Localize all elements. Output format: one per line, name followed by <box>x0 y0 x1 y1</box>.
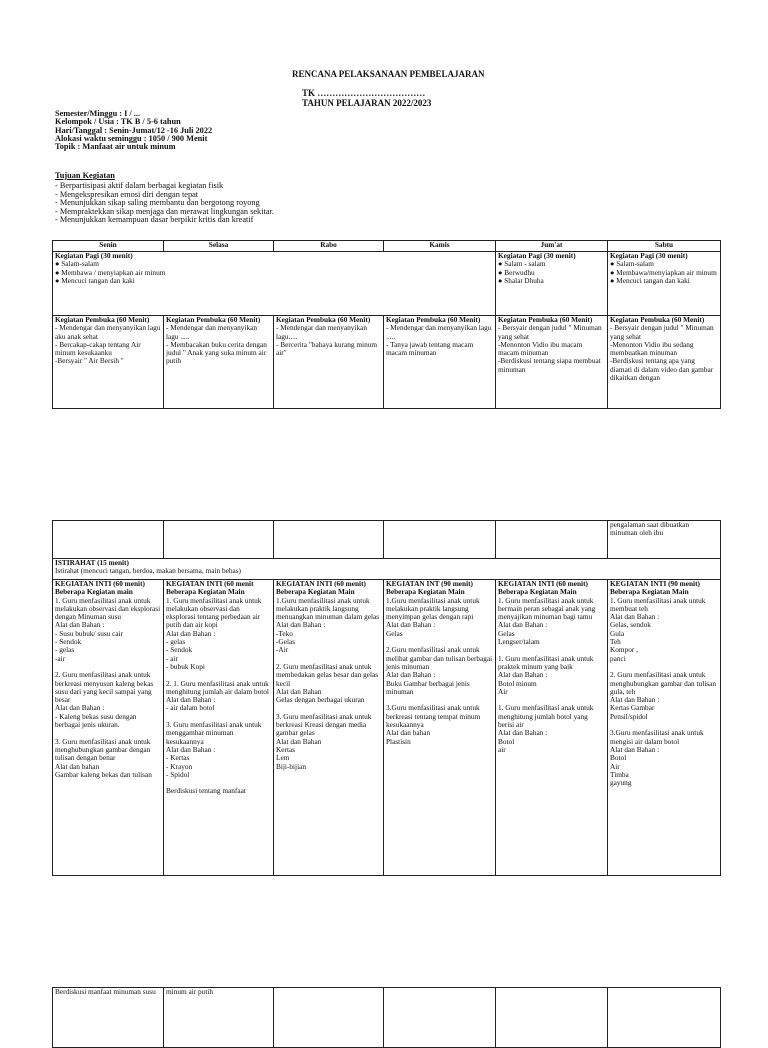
day-header: Sabtu <box>608 241 721 252</box>
day-header: Rabo <box>274 241 384 252</box>
inti-line: Alat dan Bahan : <box>166 628 216 638</box>
inti-title: KEGIATAN INTI (60 menit) <box>498 579 588 588</box>
pembuka-line: -Menonton Vidio ibu macam macam minuman <box>498 339 583 358</box>
inti-line: Botol minum <box>498 678 537 688</box>
inti-cell-kamis <box>384 580 496 876</box>
pagi-item: ● Shalat Dhuha <box>498 275 544 285</box>
pembuka-title: Kegiatan Pembuka (60 Menit) <box>55 315 150 324</box>
pembuka-line: - Bercerita "bahaya kurang minum air" <box>276 339 378 358</box>
inti-subtitle: Beberapa Kegiatan Main <box>166 587 245 597</box>
meta-date: Hari/Tanggal : Senin-Jumat/12 -16 Juli 2022 <box>55 125 213 135</box>
day-header: Senin <box>53 241 164 252</box>
inti-line: Biji-bijian <box>276 761 306 771</box>
goal-item: - Menunjukkan sikap saling membantu dan bergotong royong <box>55 198 260 208</box>
inti-line: Kertas <box>276 744 296 754</box>
inti-line: Plastisin <box>386 736 411 746</box>
pembuka-title: Kegiatan Pembuka (60 Menit) <box>386 315 481 324</box>
inti-line: - air dalam botol <box>166 703 215 713</box>
pagi-item: ● Mencuci tangan dan kaki <box>610 275 690 285</box>
pembuka-row <box>53 316 721 409</box>
inti-line: Alat dan Bahan : <box>498 670 548 680</box>
inti-line: Alat dan Bahan : <box>55 703 105 713</box>
inti-line: - Susu bubuk/ susu cair <box>55 628 124 638</box>
inti-line: Gelas, sendok <box>610 620 651 630</box>
inti-line: Botol <box>610 753 627 763</box>
pembuka-line: -Berdiskusi tentang siapa membuat minuman <box>498 356 601 374</box>
pagi-item: ● Salam-salam <box>55 259 99 269</box>
cont-cell <box>164 521 274 559</box>
bottom-cell <box>384 988 496 1048</box>
inti-line: 2. 1. Guru menfasilitasi anak untuk menghitung jumlah air dalam botol <box>166 678 269 696</box>
pagi-row <box>53 252 721 316</box>
pembuka-cell-senin <box>53 316 164 409</box>
inti-line: - Kertas <box>166 753 190 763</box>
istirahat-text: Istirahat (mencuci tangan, berdoa, makan bersama, main bebas) <box>55 566 241 576</box>
inti-line: Lengser/talam <box>498 637 540 647</box>
inti-line: Alat dan Bahan : <box>166 744 216 754</box>
inti-title: KEGIATAN INTI (60 menit <box>166 579 254 588</box>
inti-line: -Air <box>276 645 289 655</box>
inti-line: Buku Gambar berbagai jenis minuman <box>386 678 470 696</box>
inti-line: Lem <box>276 753 290 763</box>
inti-line: 3.Guru menfasilitasi anak untuk berkreasi tentang tempat minum kesukaannya <box>386 703 481 730</box>
istirahat-row <box>53 559 721 580</box>
meta-group: Kelompok / Usia : TK B / 5-6 tahun <box>55 117 181 127</box>
inti-line: Teh <box>610 637 621 647</box>
continuation-row <box>53 521 721 559</box>
inti-line: 1. Guru menfasilitasi anak untuk melakukan observasi dan eksplorasi tentang perbedaan air putih dan air kopi <box>166 595 262 630</box>
pembuka-cell-jumat <box>496 316 608 409</box>
inti-line: Botol <box>498 736 515 746</box>
pagi-title: Kegiatan Pagi (30 menit) <box>498 251 576 260</box>
inti-line: 2. Guru menfasilitasi anak untuk membedakan gelas besar dan gelas kecil <box>276 661 379 688</box>
cont-cell <box>274 521 384 559</box>
goals-block <box>55 172 274 224</box>
pembuka-title: Kegiatan Pembuka (60 Menit) <box>276 315 371 324</box>
pembuka-title: Kegiatan Pembuka (60 Menit) <box>498 315 593 324</box>
inti-line: 2. Guru menfasilitasi anak untuk menghubungkan gambar dan tulisan gula, teh <box>610 670 716 696</box>
goal-item: - Mempraktekkan sikap menjaga dan merawat lingkungan sekitar. <box>55 206 274 216</box>
pembuka-line: -Bersyair " Air Bersih " <box>55 356 124 366</box>
cont-cell-sabtu: pengalaman saat dibuatkan minuman oleh ibu <box>608 521 721 559</box>
inti-line: - gelas <box>166 637 186 647</box>
inti-cell-jumat <box>496 580 608 876</box>
inti-line: Alat dan Bahan <box>276 736 322 746</box>
inti-line: Alat dan Bahan : <box>498 620 548 630</box>
inti-line: 3. Guru menfasilitasi anak untuk menghubungkan gambar dengan tulisan dengan benar <box>55 736 151 763</box>
inti-subtitle: Beberapa Kegiatan main <box>55 587 133 597</box>
inti-line: 2. Guru menfasilitasi anak untuk berkreasi menyusun kaleng bekas susu dari yang kecil sampai yang besar <box>55 670 154 705</box>
inti-line: -Teko <box>276 628 293 638</box>
school-name: TK ……………………………… <box>302 88 426 98</box>
istirahat-title: ISTIRAHAT (15 menit) <box>55 558 129 567</box>
day-header: Kamis <box>384 241 496 252</box>
inti-line: 2.Guru menfasilitasi anak untuk melihat gambar dan tulisan berbagai jenis minuman <box>386 645 493 671</box>
bottom-cell-selasa: minum air putih <box>164 988 274 1048</box>
pagi-item: ● Salam - salam <box>498 259 546 269</box>
inti-row <box>53 580 721 876</box>
cont-cell <box>384 521 496 559</box>
inti-line: Air <box>610 761 620 771</box>
pagi-item: ● Salam-salam <box>610 259 654 269</box>
schedule-table-top <box>52 240 721 409</box>
inti-line: 1. Guru menfasilitasi anak untuk menghitung jumlah botol yang berisi air <box>498 703 594 730</box>
inti-line: Gula <box>610 628 625 638</box>
pembuka-line: - Bersyair dengan judul " Minuman yang sehat <box>610 323 714 341</box>
schedule-table-bottom <box>52 987 721 1048</box>
pembuka-line: - Bersyair dengan judul " Minuman yang sehat <box>498 323 602 341</box>
pembuka-line: - Tanya jawab tentang macam macam minuman <box>386 339 474 358</box>
goals-heading: Tujuan Kegiatan <box>55 171 115 180</box>
inti-line: -Gelas <box>276 637 296 647</box>
inti-line: Alat dan Bahan : <box>610 695 660 705</box>
inti-line: Alat dan bahan <box>55 761 100 771</box>
inti-line: 3. Guru menfasilitasi anak untuk berkreasi Kreasi dengan media gambar gelas <box>276 711 372 738</box>
pembuka-line: - Mendengar dan menyanyikan lagu ..... <box>386 323 492 341</box>
pembuka-title: Kegiatan Pembuka (60 Menit) <box>610 315 705 324</box>
inti-title: KEGIATAN INTI (60 menit) <box>276 579 366 588</box>
inti-line: Alat dan Bahan : <box>610 744 660 754</box>
bottom-row <box>53 988 721 1048</box>
inti-line: Timba <box>610 769 629 779</box>
inti-line: Gelas dengan berbagai ukuran <box>276 695 365 705</box>
inti-subtitle: Beberapa Kegiatan Main <box>498 587 577 597</box>
pembuka-line: -Menonton Vidio ibu sedang membuatkan minuman <box>610 339 694 358</box>
inti-line: Gelas <box>498 628 515 638</box>
pagi-item: ● Berwudhu <box>498 267 535 277</box>
inti-title: KEGIATAN INT (90 menit) <box>386 579 473 588</box>
inti-subtitle: Beberapa Kegiatan Main <box>386 587 465 597</box>
pagi-item: ● Membawa / menyiapkan air minum <box>55 267 166 277</box>
inti-line: Gelas <box>386 628 403 638</box>
inti-line: Alat dan Bahan : <box>498 728 548 738</box>
meta-time: Alokasi waktu seminggu : 1050 / 900 Menit <box>55 133 208 143</box>
inti-line: - Krayon <box>166 761 193 771</box>
pembuka-line: - Mendengar dan menyanyikan lagu..... <box>276 323 367 341</box>
inti-line: - bubuk Kopi <box>166 661 205 671</box>
inti-line: Alat dan Bahan : <box>276 620 326 630</box>
inti-line: - Kaleng bekas susu dengan berbagai jenis ukuran. <box>55 711 137 730</box>
inti-cell-rabo <box>274 580 384 876</box>
day-header: Selasa <box>164 241 274 252</box>
inti-line: air <box>498 744 506 754</box>
inti-line: Alat dan bahan <box>386 728 431 738</box>
inti-line: 1. Guru menfasilitasi anak untuk bermain peran sebagai anak yang menyajikan minuman bagi tamu <box>498 595 596 622</box>
inti-cell-sabtu <box>608 580 721 876</box>
meta-topic: Topik : Manfaat air untuk minum <box>55 142 176 152</box>
inti-cell-senin <box>53 580 164 876</box>
pagi-item: ● Membawa/menyiapkan air minum <box>610 267 717 277</box>
inti-line: Alat dan Bahan : <box>386 670 436 680</box>
pembuka-line: - Mendengar dan menyanyikan lagu ..... <box>166 323 257 341</box>
inti-line: - Spidol <box>166 769 190 779</box>
goal-item: - Menunjukkan kemampuan dasar berpikir kritis dan kreatif <box>55 215 254 225</box>
cont-cell <box>496 521 608 559</box>
inti-subtitle: Beberapa Kegiatan Main <box>276 587 355 597</box>
meta-block <box>55 110 212 151</box>
academic-year: TAHUN PELAJARAN 2022/2023 <box>302 98 432 108</box>
inti-line: - air <box>166 653 178 663</box>
bottom-cell <box>608 988 721 1048</box>
goal-item: - Mengekspresikan emosi diri dengan tepat <box>55 189 199 199</box>
pagi-title: Kegiatan Pagi (30 menit) <box>55 251 133 260</box>
inti-line: - Sendok <box>55 637 82 647</box>
inti-line: Kompor , <box>610 645 638 655</box>
inti-line: Pensil/spidol <box>610 711 648 721</box>
pagi-cell-senin-kamis <box>53 252 496 316</box>
inti-line: gayung <box>610 778 632 788</box>
inti-line: - Sendok <box>166 645 193 655</box>
inti-line: 1.Guru menfasilitasi anak untuk melakukan praktik langsung menuangkan minuman dalam gelas <box>276 595 380 622</box>
pagi-cell-jumat <box>496 252 608 316</box>
pembuka-line: - Mendengar dan menyanyikan lagu aku anak sehat <box>55 323 161 341</box>
inti-line: Berdiskusi tentang manfaat <box>166 786 246 796</box>
inti-cell-selasa <box>164 580 274 876</box>
inti-line: Alat dan Bahan : <box>55 620 105 630</box>
inti-line: Alat dan Bahan : <box>166 695 216 705</box>
pembuka-cell-rabo <box>274 316 384 409</box>
document-title: RENCANA PELAKSANAAN PEMBELAJARAN <box>292 69 485 79</box>
cont-cell <box>53 521 164 559</box>
inti-subtitle: Beberapa Kegiatan Main <box>610 587 689 597</box>
bottom-cell <box>274 988 384 1048</box>
goal-item: - Berpartisipasi aktif dalam berbagai kegiatan fisik <box>55 181 224 191</box>
pembuka-cell-selasa <box>164 316 274 409</box>
bottom-cell <box>496 988 608 1048</box>
inti-line: Air <box>498 686 508 696</box>
pembuka-line: - Membacakan buku cerita dengan judul " Anak yang suka minum air putih <box>166 339 267 366</box>
inti-line: 1.Guru menfasilitasi anak untuk melakukan praktik langsung menyimpan gelas dengan rapi <box>386 595 480 622</box>
schedule-table-middle <box>52 520 721 876</box>
inti-line: - gelas <box>55 645 75 655</box>
inti-line: Alat dan Bahan : <box>386 620 436 630</box>
meta-semester: Semester/Minggu : I / ... <box>55 109 141 118</box>
pagi-cell-sabtu <box>608 252 721 316</box>
inti-line: 1. Guru menfasilitasi anak untuk membuat teh <box>610 595 706 613</box>
inti-line: Gambar kaleng bekas dan tulisan <box>55 769 152 779</box>
pagi-item: ● Mencuci tangan dan kaki <box>55 275 135 285</box>
inti-line: 1. Guru menfasilitasi anak untuk melakukan observasi dan eksplorasi dengan Minuman susu <box>55 595 161 622</box>
istirahat-cell <box>53 559 721 580</box>
inti-line: 3. Guru menfasilitasi anak untuk menggambar minuman kesukaannya <box>166 720 262 746</box>
day-header: Jum'at <box>496 241 608 252</box>
pembuka-cell-kamis <box>384 316 496 409</box>
pembuka-line: -Berdiskusi tentang apa yang diamati di dalam video dan gambar dikaitkan dengan <box>610 356 714 383</box>
inti-line: 3.Guru menfasilitasi anak untuk mengisi air dalam botol <box>610 728 704 746</box>
pembuka-line: - Bercakap-cakap tentang Air minum kesukaanku <box>55 339 141 358</box>
bottom-cell-senin: Berdiskusi manfaat minuman susu <box>53 988 164 1048</box>
day-header-row <box>53 241 721 252</box>
pembuka-title: Kegiatan Pembuka (60 Menit) <box>166 315 261 324</box>
pembuka-cell-sabtu <box>608 316 721 409</box>
inti-line: -air <box>55 653 66 663</box>
inti-title: KEGIATAN INTI (60 menit) <box>55 579 145 588</box>
inti-line: panci <box>610 653 626 663</box>
inti-line: 1. Guru menfasilitasi anak untuk praktek minum yang baik <box>498 653 594 671</box>
inti-line: Alat dan Bahan : <box>610 612 660 622</box>
pagi-title: Kegiatan Pagi (30 menit) <box>610 251 688 260</box>
inti-line: Alat dan Bahan <box>276 686 322 696</box>
inti-title: KEGIATAN INTI (90 menit) <box>610 579 700 588</box>
inti-line: Kertas Gambar <box>610 703 655 713</box>
